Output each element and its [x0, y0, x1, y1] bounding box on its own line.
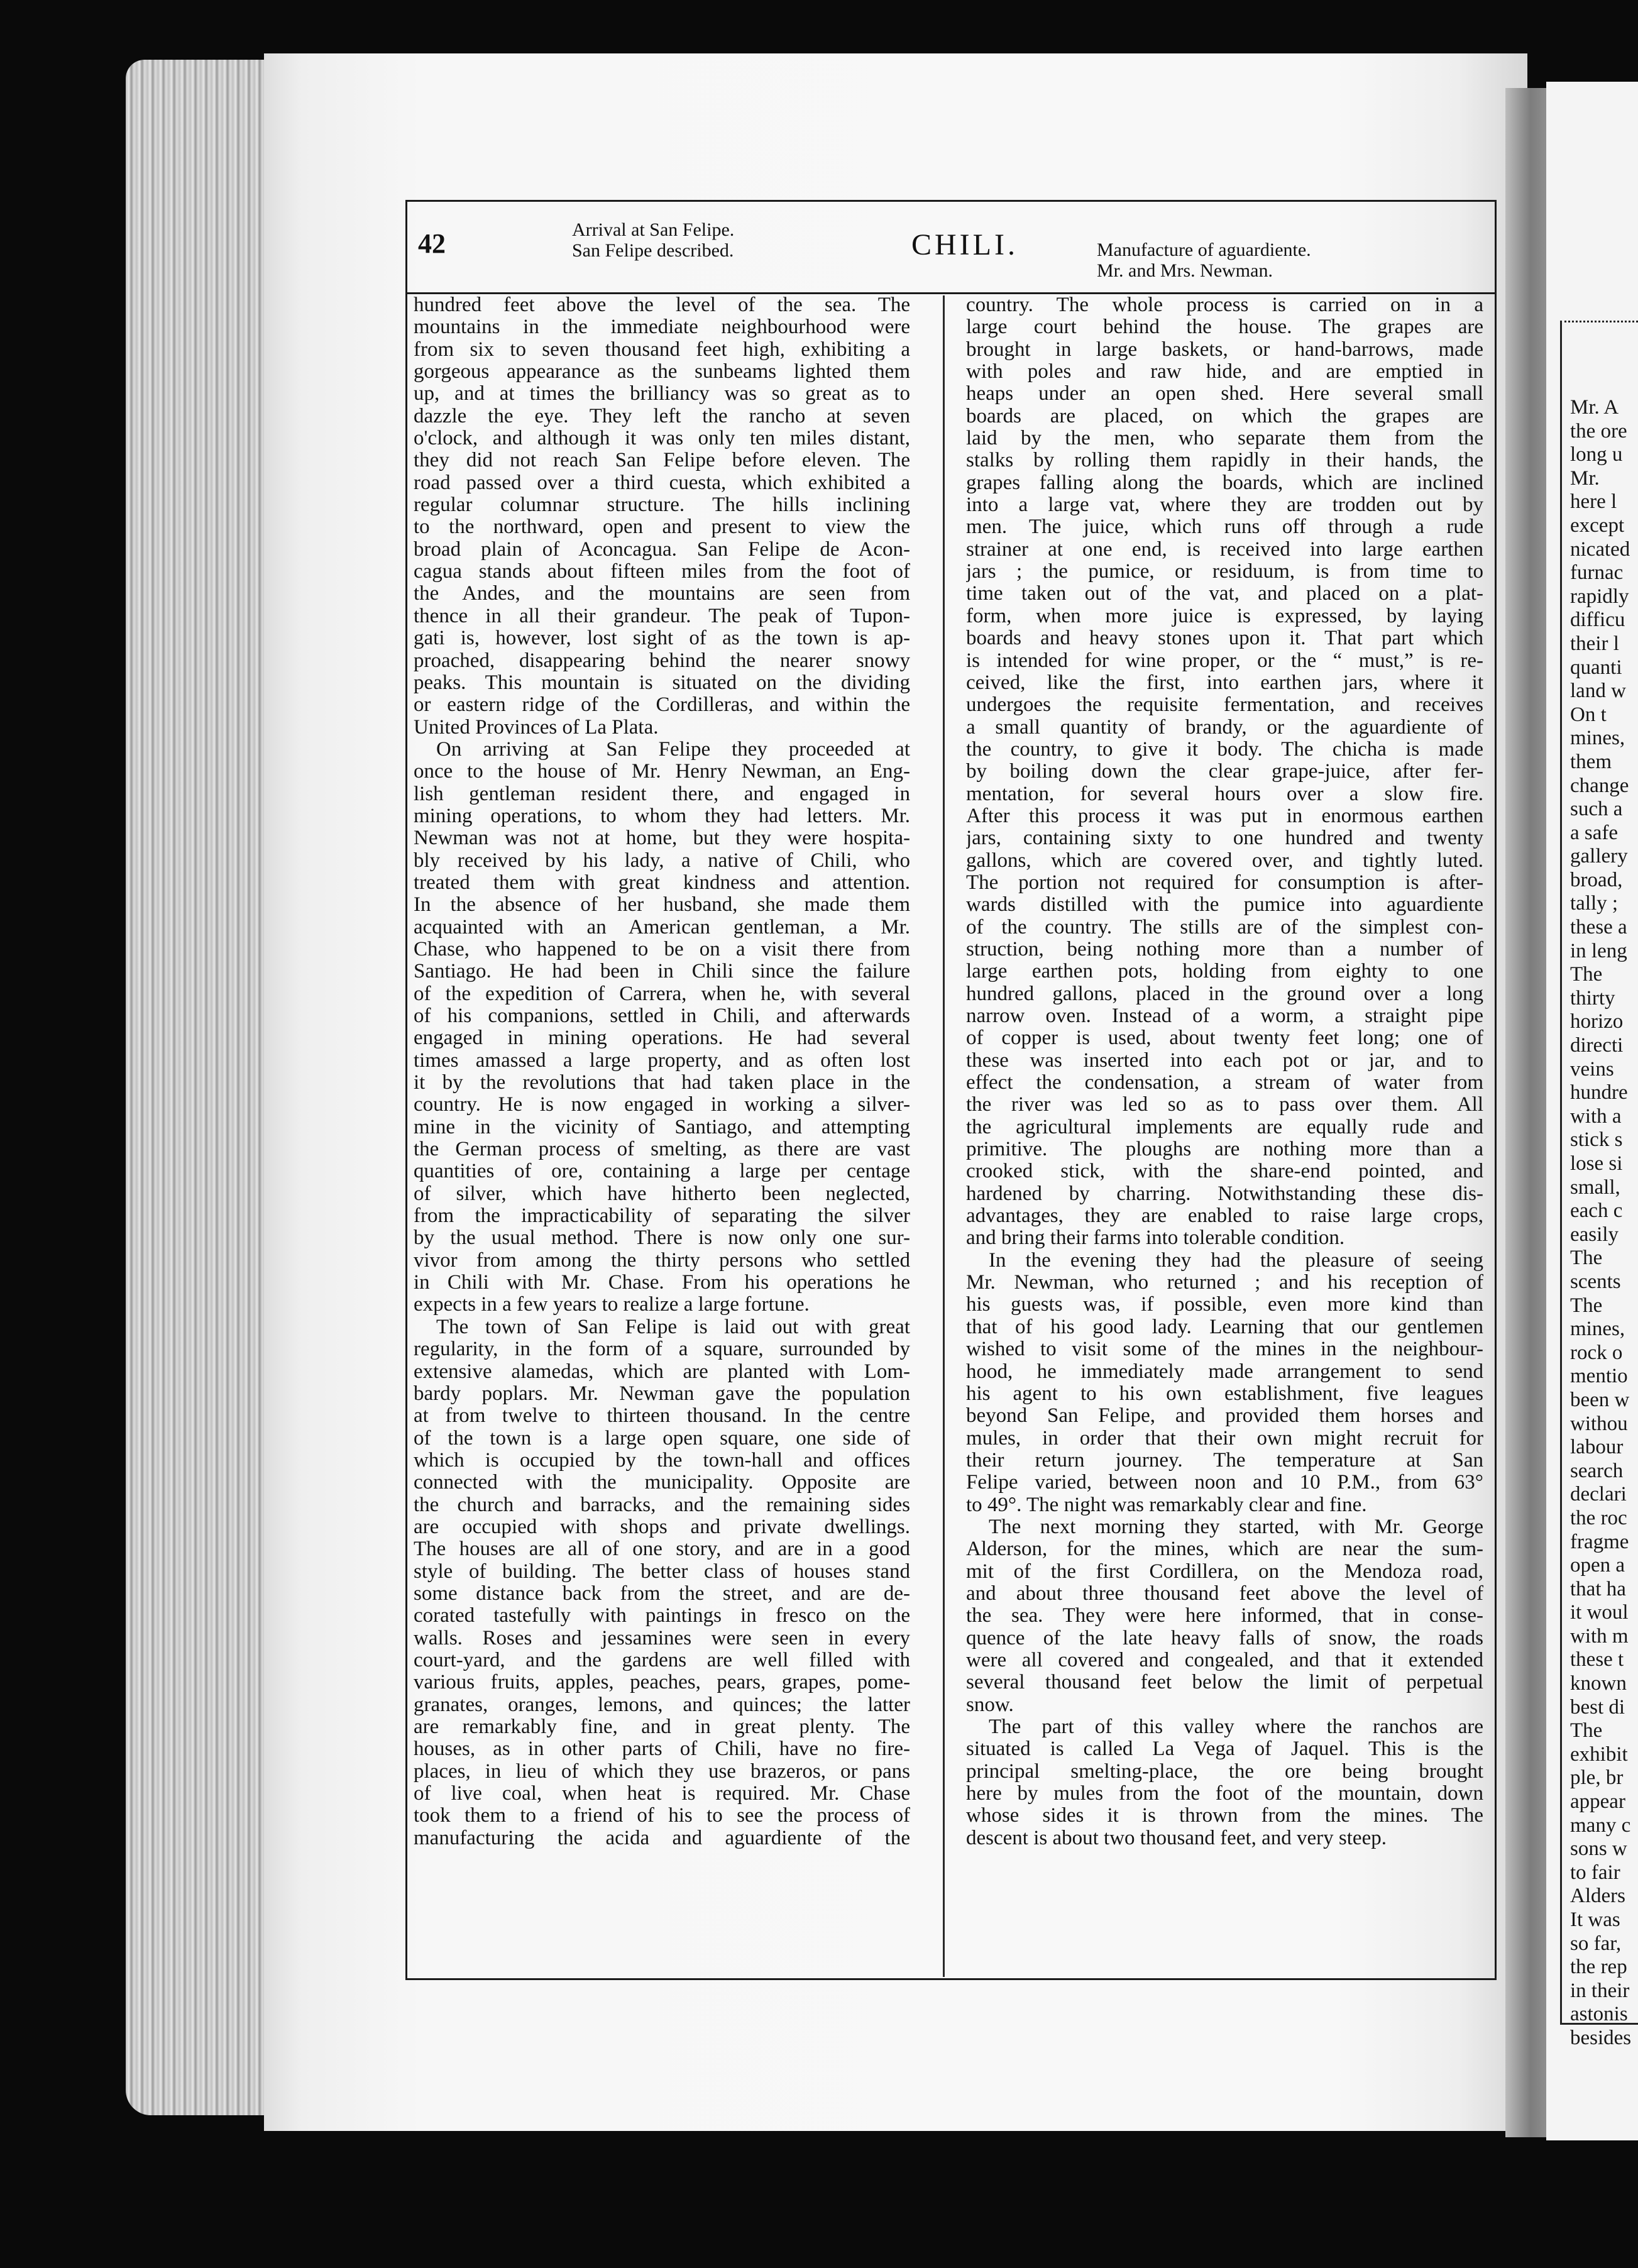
text-line: quence of the late heavy falls of snow, the roads — [966, 1627, 1483, 1649]
text-line: of his companions, settled in Chili, and afterwards — [414, 1005, 910, 1027]
text-line: the sea. They were here informed, that in conse- — [966, 1605, 1483, 1627]
text-line: took them to a friend of his to see the process of — [414, 1805, 910, 1827]
text-line: mountains in the immediate neighbourhood were — [414, 316, 910, 339]
next-page-line: difficu — [1570, 608, 1625, 632]
text-line: Felipe varied, between noon and 10 P.M., from 63° — [966, 1472, 1483, 1494]
next-page-line: exhibit — [1570, 1742, 1628, 1766]
text-line: ceived, like the first, into earthen jars, where it — [966, 671, 1483, 694]
next-page-line: besides — [1570, 2026, 1632, 2049]
next-page-line: with m — [1570, 1624, 1629, 1648]
text-line: o'clock, and although it was only ten miles distant, — [414, 427, 910, 450]
text-line: grapes falling along the boards, which are inclined — [966, 471, 1483, 494]
text-line: On arriving at San Felipe they proceeded at — [436, 738, 910, 761]
text-line: wards distilled with the pumice into aguardiente — [966, 894, 1483, 917]
text-line: brought in large baskets, or hand-barrows, made — [966, 338, 1483, 361]
next-page-line: horizo — [1570, 1010, 1624, 1033]
next-page-line: declari — [1570, 1483, 1627, 1506]
text-line: strainer at one end, is received into large earthen — [966, 538, 1483, 561]
text-line: jars ; the pumice, or residuum, is from time to — [966, 561, 1483, 583]
next-page-line: the rep — [1570, 1956, 1627, 1979]
text-line: descent is about two thousand feet, and very steep. — [966, 1827, 1387, 1849]
text-line: dazzle the eye. They left the rancho at seven — [414, 405, 910, 427]
text-line: and about three thousand feet above the level of — [966, 1582, 1483, 1605]
text-line: After this process it was put in enormous earthen — [966, 805, 1483, 827]
text-line: bardy poplars. Mr. Newman gave the population — [414, 1382, 910, 1405]
next-page-line: fragme — [1570, 1530, 1629, 1553]
text-line: Chase, who happened to be on a visit there from — [414, 938, 910, 961]
text-line: principal smelting-place, the ore being brought — [966, 1760, 1483, 1783]
next-page-line: land w — [1570, 680, 1626, 703]
text-line: houses, as in other parts of Chili, have no fire- — [414, 1738, 910, 1761]
next-page-line: best di — [1570, 1695, 1625, 1719]
next-page-line: rapidly — [1570, 585, 1629, 608]
next-page-line: open a — [1570, 1554, 1625, 1577]
next-page-edge — [1546, 82, 1638, 2140]
next-page-line: change — [1570, 774, 1629, 797]
text-line: the Andes, and the mountains are seen from — [414, 583, 910, 605]
text-line: the German process of smelting, as there are vast — [414, 1138, 910, 1161]
text-line: cagua stands about fifteen miles from the foot of — [414, 561, 910, 583]
text-line: or eastern ridge of the Cordilleras, and within the — [414, 694, 910, 717]
next-page-line: The — [1570, 1719, 1603, 1742]
next-page-line: hundre — [1570, 1081, 1628, 1104]
text-line: United Provinces of La Plata. — [414, 716, 659, 739]
text-line: country. The whole process is carried on in a — [966, 294, 1483, 316]
text-line: which is occupied by the town-hall and offices — [414, 1449, 910, 1472]
text-line: gallons, which are covered over, and tightly luted. — [966, 849, 1483, 872]
text-line: gati is, however, lost sight of as the town is ap- — [414, 627, 910, 650]
next-page-line: here l — [1570, 490, 1617, 514]
text-line: vivor from among the thirty persons who settled — [414, 1249, 910, 1272]
next-page-line: broad, — [1570, 868, 1623, 891]
text-line: various fruits, apples, peaches, pears, grapes, pome- — [414, 1671, 910, 1694]
running-head-left-line: San Felipe described. — [572, 240, 734, 261]
frame-right-rule — [1495, 200, 1497, 1979]
text-line: lish gentleman resident there, and engaged in — [414, 783, 910, 805]
text-line: advantages, they are enabled to raise large crops, — [966, 1205, 1483, 1228]
text-line: of the town is a large open square, one side of — [414, 1427, 910, 1450]
next-page-line: labour — [1570, 1436, 1624, 1459]
text-line: of the country. The stills are of the simplest con- — [966, 916, 1483, 939]
next-page-line: It was — [1570, 1908, 1620, 1931]
text-line: Newman was not at home, but they were hospita- — [414, 827, 910, 850]
text-line: large court behind the house. The grapes are — [966, 316, 1483, 339]
text-line: boards and heavy stones upon it. That part which — [966, 627, 1483, 650]
text-line: the country, to give it body. The chicha is made — [966, 738, 1483, 761]
text-line: stalks by rolling them rapidly in their hands, the — [966, 449, 1483, 472]
next-page-line: directi — [1570, 1034, 1624, 1057]
next-page-line: it woul — [1570, 1601, 1629, 1624]
next-page-line: small, — [1570, 1175, 1620, 1199]
next-page-line: known — [1570, 1672, 1627, 1695]
text-line: the agricultural implements are equally rude and — [966, 1116, 1483, 1138]
column-divider — [943, 295, 945, 1977]
text-line: primitive. The ploughs are nothing more than a — [966, 1138, 1483, 1161]
text-line: these was inserted into each pot or jar, and to — [966, 1049, 1483, 1072]
next-page-line: On t — [1570, 703, 1607, 726]
text-line: his guests was, if possible, even more kind than — [966, 1294, 1483, 1316]
text-line: of silver, which have hitherto been neglected, — [414, 1182, 910, 1205]
book-page-edges — [126, 60, 270, 2115]
text-line: heaps under an open shed. Here several small — [966, 383, 1483, 405]
next-page-line: the ore — [1570, 419, 1627, 443]
text-line: up, and at times the brilliancy was so great as to — [414, 383, 910, 405]
next-page-line: furnac — [1570, 561, 1624, 585]
text-line: granates, oranges, lemons, and quinces; the latter — [414, 1693, 910, 1716]
next-page-line: to fair — [1570, 1861, 1620, 1884]
text-line: crooked stick, with the share-end pointed, and — [966, 1160, 1483, 1183]
text-line: beyond San Felipe, and provided them horses and — [966, 1405, 1483, 1428]
next-page-line: in their — [1570, 1979, 1630, 2002]
text-line: narrow oven. Instead of a worm, a straight pipe — [966, 1005, 1483, 1027]
text-line: by boiling down the clear grape-juice, after fer- — [966, 761, 1483, 783]
next-page-line: stick s — [1570, 1128, 1623, 1152]
text-line: boards are placed, on which the grapes are — [966, 405, 1483, 427]
frame-left-rule — [405, 200, 407, 1979]
next-page-line: rock o — [1570, 1341, 1623, 1364]
text-line: by the usual method. There is now only one sur- — [414, 1227, 910, 1250]
text-line: of live coal, when heat is required. Mr. Chase — [414, 1783, 910, 1805]
text-line: at from twelve to thirteen thousand. In the centre — [414, 1405, 910, 1428]
text-line: treated them with great kindness and attention. — [414, 871, 910, 894]
text-line: jars, containing sixty to one hundred and twenty — [966, 827, 1483, 850]
text-line: snow. — [966, 1693, 1014, 1716]
text-line: to the northward, open and present to view the — [414, 516, 910, 539]
text-line: engaged in mining operations. He had several — [414, 1027, 910, 1050]
text-line: here by mules from the foot of the mountain, down — [966, 1783, 1483, 1805]
text-line: from the impracticability of separating the silver — [414, 1205, 910, 1228]
text-line: times amassed a large property, and as often lost — [414, 1049, 910, 1072]
text-line: The portion not required for consumption is after- — [966, 871, 1483, 894]
next-page-line: The — [1570, 1247, 1603, 1270]
text-line: mentation, for several hours over a slow fire. — [966, 783, 1483, 805]
text-line: that of his good lady. Learning that our gentlemen — [966, 1316, 1483, 1338]
text-line: hundred feet above the level of the sea. The — [414, 294, 910, 316]
text-line: struction, being nothing more than a number of — [966, 938, 1483, 961]
next-page-line: each c — [1570, 1199, 1623, 1223]
text-line: some distance back from the street, and are de- — [414, 1582, 910, 1605]
running-head-right — [1097, 240, 1449, 282]
next-page-line: Mr. A — [1570, 396, 1619, 419]
next-page-line: them — [1570, 750, 1612, 773]
text-line: their return journey. The temperature at San — [966, 1449, 1483, 1472]
text-line: with poles and raw hide, and are emptied in — [966, 361, 1483, 383]
text-line: into a large vat, where they are trodden out by — [966, 494, 1483, 517]
text-line: bly received by his lady, a native of Chili, who — [414, 849, 910, 872]
text-line: mine in the vicinity of Santiago, and attempting — [414, 1116, 910, 1138]
text-line: peaks. This mountain is situated on the dividing — [414, 671, 910, 694]
text-line: the river was led so as to pass over them. All — [966, 1094, 1483, 1116]
next-page-line: search — [1570, 1459, 1624, 1482]
text-line: of copper is used, about twenty feet long; one of — [966, 1027, 1483, 1050]
text-line: gorgeous appearance as the sunbeams lighted them — [414, 361, 910, 383]
next-page-line: a safe — [1570, 821, 1619, 844]
running-head-right-line: Manufacture of aguardiente. — [1097, 239, 1311, 260]
text-line: road passed over a third cuesta, which exhibited a — [414, 471, 910, 494]
text-line: mining operations, to whom they had letters. Mr. — [414, 805, 910, 827]
text-line: are occupied with shops and private dwellings. — [414, 1516, 910, 1538]
running-head-title: CHILI. — [911, 228, 1018, 261]
text-line: connected with the municipality. Opposite are — [414, 1472, 910, 1494]
text-line: situated is called La Vega of Jaquel. This is the — [966, 1738, 1483, 1761]
running-head-right-line: Mr. and Mrs. Newman. — [1097, 260, 1273, 281]
next-page-line: appear — [1570, 1790, 1625, 1814]
next-page-line: lose si — [1570, 1152, 1623, 1175]
text-line: hundred gallons, placed in the ground over a long — [966, 983, 1483, 1005]
text-line: whose sides it is thrown from the mines. The — [966, 1805, 1483, 1827]
text-line: The part of this valley where the ranchos are — [989, 1716, 1483, 1738]
text-line: expects in a few years to realize a large fortune. — [414, 1294, 810, 1316]
text-line: a small quantity of brandy, or the aguardiente of — [966, 716, 1483, 739]
next-page-line: that ha — [1570, 1577, 1626, 1600]
text-line: of the expedition of Carrera, when he, with several — [414, 983, 910, 1005]
next-page-line: nicated — [1570, 537, 1630, 561]
next-page-line: many c — [1570, 1814, 1631, 1837]
text-line: large earthen pots, holding from eighty to one — [966, 961, 1483, 983]
text-line: acquainted with an American gentleman, a Mr. — [414, 916, 910, 939]
text-line: Santiago. He had been in Chili since the failure — [414, 961, 910, 983]
next-page-line: Mr. — [1570, 466, 1600, 490]
text-line: broad plain of Aconcagua. San Felipe de Acon- — [414, 538, 910, 561]
text-line: regularity, in the form of a square, surrounded by — [414, 1338, 910, 1361]
text-line: they did not reach San Felipe before eleven. The — [414, 449, 910, 472]
text-line: In the absence of her husband, she made them — [414, 894, 910, 917]
text-column-right — [966, 294, 1483, 1849]
next-page-line: tally ; — [1570, 892, 1619, 915]
text-line: wished to visit some of the mines in the neighbour- — [966, 1338, 1483, 1361]
text-line: regular columnar structure. The hills inclining — [414, 494, 910, 517]
text-column-left — [414, 294, 910, 1849]
running-head-left-line: Arrival at San Felipe. — [572, 219, 735, 240]
next-page-line: gallery — [1570, 845, 1628, 868]
next-page-line: such a — [1570, 798, 1623, 821]
text-line: court-yard, and the gardens are well filled with — [414, 1649, 910, 1671]
next-page-line: The — [1570, 963, 1603, 986]
text-line: is intended for wine proper, or the “ must,” is re- — [966, 649, 1483, 672]
text-line: the church and barracks, and the remaining sides — [414, 1494, 910, 1516]
text-line: places, in lieu of which they use brazeros, or pans — [414, 1760, 910, 1783]
page-number: 42 — [418, 228, 446, 259]
next-page-line: mines, — [1570, 727, 1625, 750]
next-page-text — [1570, 396, 1638, 2051]
text-line: walls. Roses and jessamines were seen in every — [414, 1627, 910, 1649]
text-line: thence in all their grandeur. The peak of Tupon- — [414, 605, 910, 627]
text-line: proached, disappearing behind the nearer snowy — [414, 649, 910, 672]
next-page-line: these a — [1570, 916, 1627, 939]
next-page-line: easily — [1570, 1223, 1619, 1246]
next-page-line: veins — [1570, 1057, 1614, 1081]
text-line: The town of San Felipe is laid out with great — [436, 1316, 910, 1338]
next-page-line: ple, br — [1570, 1766, 1624, 1790]
next-page-line: the roc — [1570, 1506, 1627, 1529]
running-head-left — [572, 220, 779, 261]
next-page-line: The — [1570, 1294, 1603, 1317]
next-page-line: their l — [1570, 632, 1619, 655]
text-line: The next morning they started, with Mr. George — [989, 1516, 1483, 1538]
text-line: are remarkably fine, and in great plenty. The — [414, 1716, 910, 1738]
next-page-line: sons w — [1570, 1837, 1627, 1861]
text-line: time taken out of the vat, and placed on a plat- — [966, 583, 1483, 605]
text-line: mules, in order that their own might recruit for — [966, 1427, 1483, 1450]
text-line: effect the condensation, a stream of water from — [966, 1072, 1483, 1094]
text-line: The houses are all of one story, and are in a good — [414, 1538, 910, 1561]
next-page-line: except — [1570, 514, 1625, 537]
next-page-line: thirty — [1570, 986, 1615, 1010]
next-page-line: scents — [1570, 1270, 1621, 1293]
frame-bottom-rule — [405, 1978, 1497, 1980]
text-line: from six to seven thousand feet high, exhibiting a — [414, 338, 910, 361]
next-page-line: been w — [1570, 1388, 1630, 1411]
next-page-line: astonis — [1570, 2003, 1628, 2026]
next-page-line: Alders — [1570, 1885, 1625, 1908]
next-page-line: quanti — [1570, 656, 1622, 679]
frame-top-rule — [405, 200, 1496, 202]
text-line: Mr. Newman, who returned ; and his reception of — [966, 1272, 1483, 1294]
text-line: mit of the first Cordillera, on the Mendoza road, — [966, 1560, 1483, 1583]
text-line: Alderson, for the mines, which are near the sum- — [966, 1538, 1483, 1561]
text-line: it by the revolutions that had taken place in the — [414, 1072, 910, 1094]
text-line: style of building. The better class of houses stand — [414, 1560, 910, 1583]
next-page-line: in leng — [1570, 939, 1627, 962]
next-page-line: long u — [1570, 443, 1623, 466]
text-line: undergoes the requisite fermentation, and receives — [966, 694, 1483, 717]
next-page-line: so far, — [1570, 1932, 1622, 1955]
text-line: his agent to his own establishment, five leagues — [966, 1382, 1483, 1405]
text-line: in Chili with Mr. Chase. From his operations he — [414, 1272, 910, 1294]
text-line: manufacturing the acida and aguardiente of the — [414, 1827, 910, 1849]
text-line: form, when more juice is expressed, by laying — [966, 605, 1483, 627]
text-line: hood, he immediately made arrangement to send — [966, 1360, 1483, 1383]
next-page-line: mines, — [1570, 1318, 1625, 1341]
text-line: men. The juice, which runs off through a rude — [966, 516, 1483, 539]
text-line: were all covered and congealed, and that it extended — [966, 1649, 1483, 1671]
text-line: once to the house of Mr. Henry Newman, an Eng- — [414, 761, 910, 783]
text-line: hardened by charring. Notwithstanding these dis- — [966, 1182, 1483, 1205]
text-line: to 49°. The night was remarkably clear and fine. — [966, 1494, 1367, 1516]
text-line: several thousand feet below the limit of perpetual — [966, 1671, 1483, 1694]
text-line: laid by the men, who separate them from the — [966, 427, 1483, 450]
text-line: In the evening they had the pleasure of seeing — [989, 1249, 1483, 1272]
text-line: country. He is now engaged in working a silver- — [414, 1094, 910, 1116]
next-page-line: these t — [1570, 1648, 1624, 1671]
text-line: corated tastefully with paintings in fresco on the — [414, 1605, 910, 1627]
next-page-line: withou — [1570, 1412, 1628, 1435]
text-line: quantities of ore, containing a large per centage — [414, 1160, 910, 1183]
next-page-line: mentio — [1570, 1365, 1628, 1388]
next-page-line: with a — [1570, 1104, 1622, 1128]
text-line: extensive alamedas, which are planted with Lom- — [414, 1360, 910, 1383]
text-line: and bring their farms into tolerable condition. — [966, 1227, 1345, 1250]
